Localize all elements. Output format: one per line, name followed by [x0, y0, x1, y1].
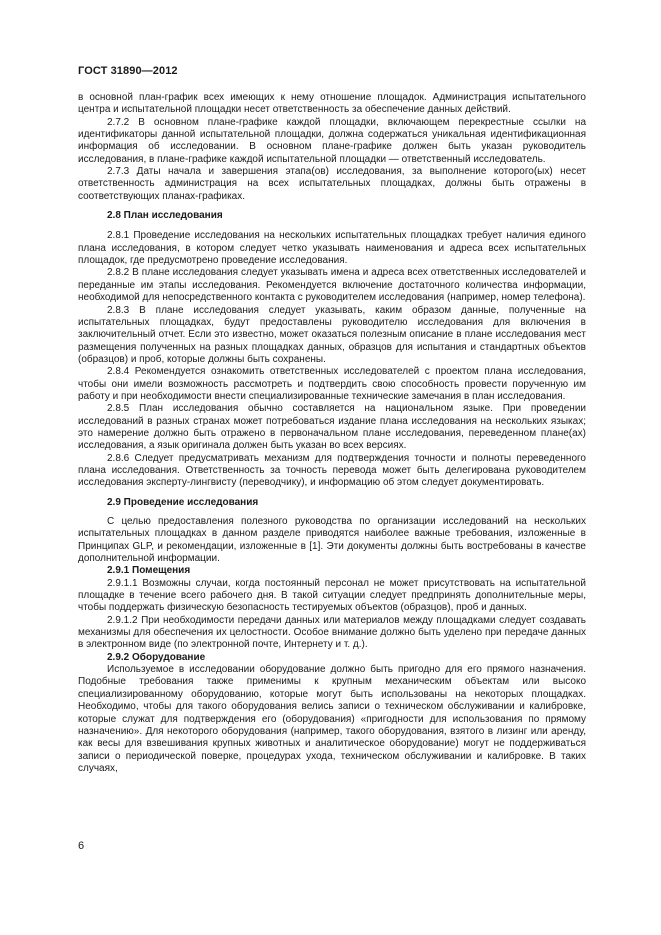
subsection-heading: 2.9.2 Оборудование: [107, 651, 206, 663]
paragraph: 2.7.3 Даты начала и завершения этапа(ов) исследования, за выполнение которого(ых) несет ответственность администрация на всех испытательных площадках, должны быть отражены в соответствующих планах-графиках.: [78, 166, 586, 202]
paragraph: 2.8.2 В плане исследования следует указывать имена и адреса всех ответственных исследователей и переданные им этапы исследования. Рекомендуется включение достаточного количества информации, необходимой для непосредственного контакта с руководителем исследования (например, номер телефона).: [78, 267, 586, 304]
paragraph: 2.8.1 Проведение исследования на нескольких испытательных площадках требует наличия единого плана исследования, в котором следует четко указывать наименования и адреса всех испытательных площадок, где предусмотрено проведение исследования.: [78, 230, 586, 267]
paragraph: 2.8.4 Рекомендуется ознакомить ответственных исследователей с проектом плана исследования, чтобы они имели возможность рассмотреть и подтвердить свою способность провести порученную им работу и при необходимости внести специализированные технические замечания в план исследования.: [78, 366, 586, 402]
subsection-heading: 2.9.1 Помещения: [107, 565, 191, 577]
document-body: [78, 92, 586, 775]
section-heading: 2.8 План исследования: [107, 210, 223, 222]
paragraph: 2.7.2 В основном плане-графике каждой площадки, включающем перекрестные ссылки на идентификаторы данной испытательной площадки, должна содержаться уникальная идентификационная информация об исследовании. В основном плане-графике должен быть указан руководитель исследования, в плане-графике каждой испытательной площадки — ответственный исследователь.: [78, 116, 586, 165]
document-header: ГОСТ 31890—2012: [78, 65, 178, 77]
paragraph: 2.8.5 План исследования обычно составляется на национальном языке. При проведении исследований в разных странах может потребоваться издание плана исследования на нескольких языках; это намерение должно быть отражено в первоначальном плане исследования, переведенном плане(ах) исследования, а язык оригинала должен быть указан во всех версиях.: [78, 403, 586, 452]
paragraph: 2.8.3 В плане исследования следует указывать, каким образом данные, полученные на испытательных площадках, будут предоставлены руководителю исследования для включения в заключительный отчет. Если это известно, может оказаться полезным описание в плане исследования мест размещения полученных на разных площадках данных, образцов для испытания и стандартных объектов (образцов) и проб, которые должны быть сохранены.: [78, 304, 586, 365]
page-number: 6: [78, 840, 85, 852]
paragraph: 2.9.1.2 При необходимости передачи данных или материалов между площадками следует создавать механизмы для обеспечения их целостности. Особое внимание должно быть уделено при передаче данных в электронном виде (по электронной почте, Интернету и т. д.).: [78, 614, 586, 651]
paragraph: С целью предоставления полезного руководства по организации исследований на нескольких испытательных площадках в данном разделе приводятся наиболее важные требования, изложенные в Принципах GLP, и рекомендации, изложенные в [1]. Эти документы должны быть востребованы в качестве дополнительной информации.: [78, 516, 586, 565]
section-heading: 2.9 Проведение исследования: [107, 496, 259, 508]
paragraph: 2.8.6 Следует предусматривать механизм для подтверждения точности и полноты переведенного плана исследования. Ответственность за точность перевода может быть делегирована руководителем исследования эксперту-лингвисту (переводчику), и информацию об этом следует документировать.: [78, 452, 586, 489]
paragraph: в основной план-график всех имеющих к нему отношение площадок. Администрация испытательного центра и испытательной площадки несет ответственность за обеспечение данных действий.: [78, 92, 586, 116]
paragraph: 2.9.1.1 Возможны случаи, когда постоянный персонал не может присутствовать на испытательной площадке в течение всего рабочего дня. В такой ситуации следует предпринять дополнительные меры, чтобы поддержать физическую безопасность тестируемых объектов (образцов), проб и данных.: [78, 577, 586, 614]
paragraph: Используемое в исследовании оборудование должно быть пригодно для его прямого назначения. Подобные требования также применимы к крупным механическим объектам или высоко специализированному оборудованию, которые могут быть использованы на некоторых площадках. Необходимо, чтобы для такого оборудования велись записи о техническом обслуживании и калибровке, которые служат для подтверждения его (оборудования) «пригодности для использования по прямому назначению». Для некоторого оборудования (например, такого оборудования, взятого в лизинг или аренду, как весы для взвешивания крупных животных и аналитическое оборудование) могут не поддерживаться записи о периодической поверке, процедурах ухода, техническом обслуживании и калибровке. В таких случаях,: [78, 664, 586, 774]
